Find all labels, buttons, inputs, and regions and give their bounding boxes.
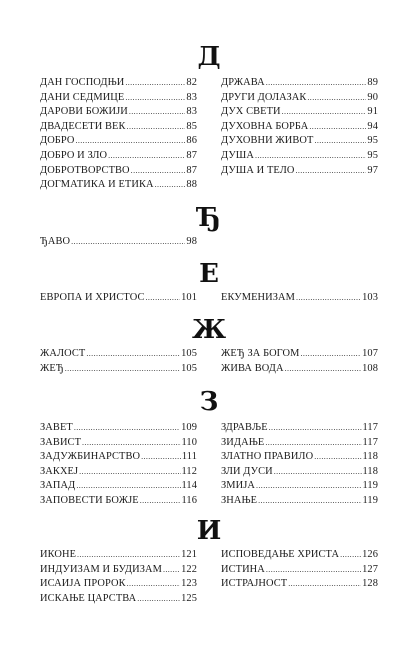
index-entry[interactable]: ДВАДЕСЕТИ ВЕК ..... 85 bbox=[40, 120, 197, 135]
index-entry[interactable]: ЕКУМЕНИЗАМ ..... 103 bbox=[221, 291, 378, 306]
index-entry[interactable]: ИСТРАЈНОСТ ..... 128 bbox=[221, 577, 378, 592]
index-entry[interactable]: ДРЖАВА ..... 89 bbox=[221, 76, 378, 91]
column-right bbox=[221, 421, 378, 509]
index-entry[interactable]: ИНДУИЗАМ И БУДИЗАМ ..... 122 bbox=[40, 563, 197, 578]
index-entry[interactable]: ЖАЛОСТ ..... 105 bbox=[40, 347, 197, 362]
section-letter: Ж bbox=[191, 315, 227, 345]
column-left bbox=[40, 291, 197, 306]
index-entry[interactable]: ЗНАЊЕ ..... 119 bbox=[221, 494, 378, 509]
section-letter: Ђ bbox=[197, 203, 221, 233]
column-left bbox=[40, 548, 197, 606]
index-entry[interactable]: ДРУГИ ДОЛАЗАК ..... 90 bbox=[221, 91, 378, 106]
index-entry[interactable]: ЗАКХЕЈ ..... 112 bbox=[40, 465, 197, 480]
index-entry[interactable]: ЖЕЂ ЗА БОГОМ ..... 107 bbox=[221, 347, 378, 362]
section-letter: Е bbox=[199, 259, 219, 289]
column-right bbox=[221, 347, 378, 376]
index-entry[interactable]: ЗАПОВЕСТИ БОЖЈЕ ..... 116 bbox=[40, 494, 197, 509]
index-entry[interactable]: ДОБРО ..... 86 bbox=[40, 134, 197, 149]
index-entry[interactable]: ЗАПАД ..... 114 bbox=[40, 479, 197, 494]
index-entry[interactable]: ЂАВО ..... 98 bbox=[40, 235, 197, 250]
index-entry[interactable]: ЗМИЈА ..... 119 bbox=[221, 479, 378, 494]
index-entry[interactable]: ДУХОВНИ ЖИВОТ ..... 95 bbox=[221, 134, 378, 149]
index-entry[interactable]: ДУША ..... 95 bbox=[221, 149, 378, 164]
index-entry[interactable]: ЕВРОПА И ХРИСТОС ..... 101 bbox=[40, 291, 197, 306]
index-entry[interactable]: ЗАДУЖБИНАРСТВО ..... 111 bbox=[40, 450, 197, 465]
index-entry[interactable]: ЗЛАТНО ПРАВИЛО ..... 118 bbox=[221, 450, 378, 465]
index-entry[interactable]: ЗАВЕТ ..... 109 bbox=[40, 421, 197, 436]
column-right bbox=[221, 548, 378, 592]
index-entry[interactable]: ЖЕЂ ..... 105 bbox=[40, 362, 197, 377]
index-entry[interactable]: ДУХ СВЕТИ ..... 91 bbox=[221, 105, 378, 120]
index-entry[interactable]: ИСАИЈА ПРОРОК ..... 123 bbox=[40, 577, 197, 592]
section-letter: З bbox=[199, 387, 219, 417]
index-entry[interactable]: ЗАВИСТ ..... 110 bbox=[40, 436, 197, 451]
index-entry[interactable]: ДОГМАТИКА И ЕТИКА ..... 88 bbox=[40, 178, 197, 193]
index-entry[interactable]: ДАНИ СЕДМИЦЕ ..... 83 bbox=[40, 91, 197, 106]
column-right bbox=[221, 76, 378, 178]
column-left bbox=[40, 235, 197, 250]
section-letter: И bbox=[196, 516, 222, 546]
index-entry[interactable]: ДАРОВИ БОЖИЈИ ..... 83 bbox=[40, 105, 197, 120]
index-entry[interactable]: ЖИВА ВОДА ..... 108 bbox=[221, 362, 378, 377]
index-entry[interactable]: ДОБРОТВОРСТВО ..... 87 bbox=[40, 164, 197, 179]
index-entry[interactable]: ДАН ГОСПОДЊИ ..... 82 bbox=[40, 76, 197, 91]
index-entry[interactable]: ЗИДАЊЕ ..... 117 bbox=[221, 436, 378, 451]
index-entry[interactable]: ЗЛИ ДУСИ ..... 118 bbox=[221, 465, 378, 480]
index-entry[interactable]: ИСПОВЕДАЊЕ ХРИСТА ..... 126 bbox=[221, 548, 378, 563]
column-right bbox=[221, 291, 378, 306]
index-entry[interactable]: ДОБРО И ЗЛО ..... 87 bbox=[40, 149, 197, 164]
section-letter: Д bbox=[197, 42, 221, 72]
index-entry[interactable]: ЗДРАВЉЕ ..... 117 bbox=[221, 421, 378, 436]
column-left bbox=[40, 421, 197, 509]
column-left bbox=[40, 347, 197, 376]
index-entry[interactable]: ИСКАЊЕ ЦАРСТВА ..... 125 bbox=[40, 592, 197, 607]
index-entry[interactable]: ДУХОВНА БОРБА ..... 94 bbox=[221, 120, 378, 135]
column-left bbox=[40, 76, 197, 193]
index-entry[interactable]: ДУША И ТЕЛО ..... 97 bbox=[221, 164, 378, 179]
index-entry[interactable]: ИКОНЕ ..... 121 bbox=[40, 548, 197, 563]
index-entry[interactable]: ИСТИНА ..... 127 bbox=[221, 563, 378, 578]
